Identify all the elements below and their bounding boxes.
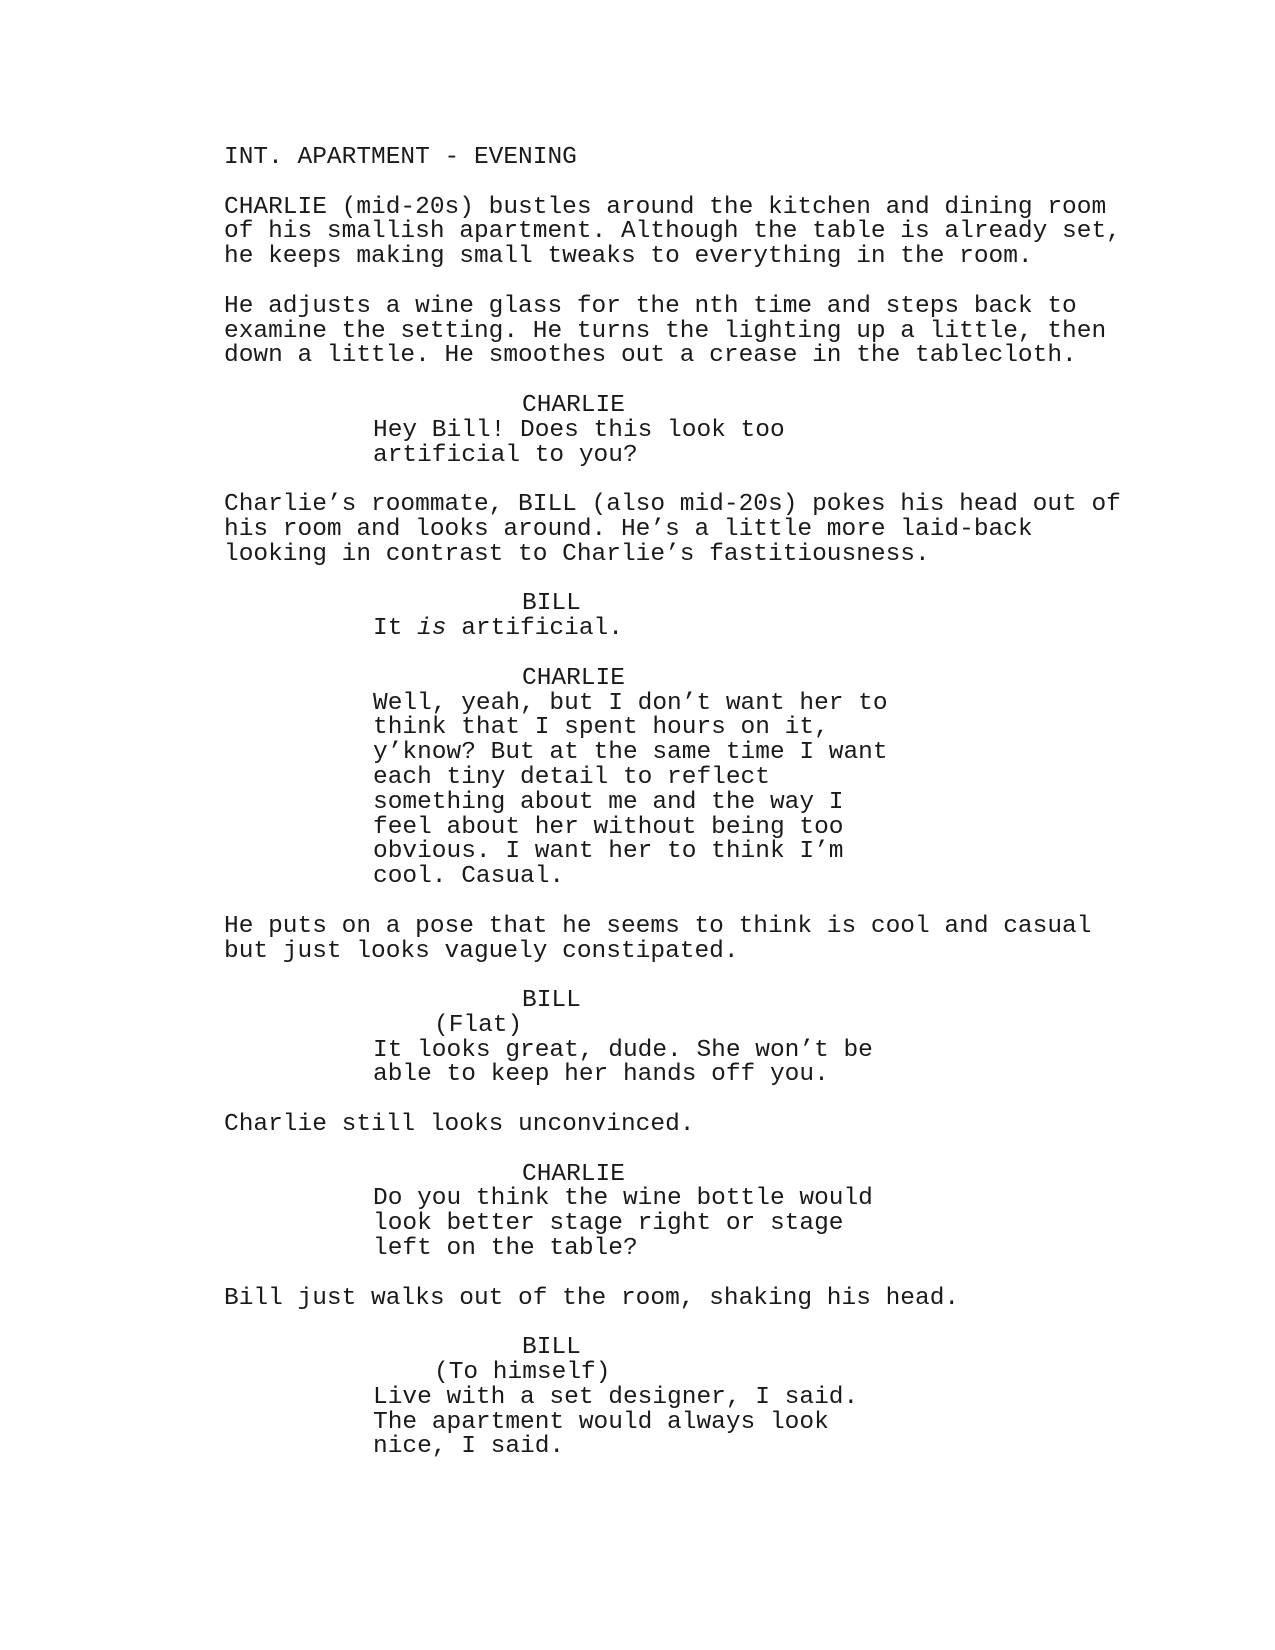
dialogue-line: y’know? But at the same time I want bbox=[373, 739, 888, 767]
dialogue-text: artificial. bbox=[446, 615, 623, 643]
dialogue-line: cool. Casual. bbox=[373, 863, 565, 891]
spacer bbox=[224, 468, 1124, 493]
dialogue-line bbox=[224, 617, 1124, 642]
character-cue: BILL bbox=[522, 590, 581, 618]
dialogue-line: think that I spent hours on it, bbox=[373, 714, 829, 742]
action-line: looking in contrast to Charlie’s fastitiousness. bbox=[224, 540, 930, 568]
scene-heading: INT. APARTMENT - EVENING bbox=[224, 144, 577, 171]
dialogue-line: able to keep her hands off you. bbox=[373, 1061, 829, 1089]
action-line: Charlie’s roommate, BILL (also mid-20s) pokes his head out of bbox=[224, 491, 1121, 519]
spacer bbox=[224, 964, 1124, 989]
action-line: He adjusts a wine glass for the nth time and steps back to bbox=[224, 292, 1077, 320]
spacer bbox=[224, 270, 1124, 295]
dialogue-text: It bbox=[373, 615, 418, 643]
dialogue-line: feel about her without being too bbox=[373, 813, 844, 841]
action-line: CHARLIE (mid-20s) bustles around the kitchen and dining room bbox=[224, 193, 1107, 221]
character-cue: BILL bbox=[522, 987, 581, 1015]
character-cue: CHARLIE bbox=[522, 664, 625, 692]
parenthetical: (Flat) bbox=[434, 1011, 523, 1039]
dialogue-line: Hey Bill! Does this look too bbox=[373, 416, 785, 444]
spacer bbox=[224, 890, 1124, 915]
dialogue-line: something about me and the way I bbox=[373, 788, 844, 816]
dialogue-line: left on the table? bbox=[373, 1235, 638, 1263]
spacer bbox=[224, 1138, 1124, 1163]
action-line: Bill just walks out of the room, shaking his head. bbox=[224, 1284, 960, 1312]
dialogue-line: It looks great, dude. She won’t be bbox=[373, 1036, 873, 1064]
spacer bbox=[224, 171, 1124, 196]
action-line: down a little. He smoothes out a crease in the tablecloth. bbox=[224, 342, 1077, 370]
dialogue-line: nice, I said. bbox=[373, 1433, 565, 1461]
dialogue-line: obvious. I want her to think I’m bbox=[373, 838, 844, 866]
character-cue: CHARLIE bbox=[522, 1160, 625, 1188]
screenplay-body bbox=[224, 146, 1124, 1460]
spacer bbox=[224, 1088, 1124, 1113]
dialogue-line: Well, yeah, but I don’t want her to bbox=[373, 689, 888, 717]
character-cue: BILL bbox=[522, 1334, 581, 1362]
action-line: Charlie still looks unconvinced. bbox=[224, 1111, 695, 1139]
character-cue: CHARLIE bbox=[522, 391, 625, 419]
action-line: examine the setting. He turns the lighting up a little, then bbox=[224, 317, 1107, 345]
dialogue-line: each tiny detail to reflect bbox=[373, 763, 770, 791]
dialogue-line: The apartment would always look bbox=[373, 1408, 829, 1436]
dialogue-line: look better stage right or stage bbox=[373, 1210, 844, 1238]
spacer bbox=[224, 369, 1124, 394]
parenthetical: (To himself) bbox=[434, 1359, 611, 1387]
dialogue-line: Live with a set designer, I said. bbox=[373, 1383, 859, 1411]
action-line: He puts on a pose that he seems to think is cool and casual bbox=[224, 912, 1092, 940]
dialogue-emphasis: is bbox=[417, 615, 447, 643]
action-line: of his smallish apartment. Although the table is already set, bbox=[224, 218, 1121, 246]
action-line: his room and looks around. He’s a little more laid-back bbox=[224, 515, 1033, 543]
spacer bbox=[224, 1262, 1124, 1287]
dialogue-line: artificial to you? bbox=[373, 441, 638, 469]
action-line: but just looks vaguely constipated. bbox=[224, 937, 739, 965]
spacer bbox=[224, 1311, 1124, 1336]
action-line: he keeps making small tweaks to everything in the room. bbox=[224, 243, 1033, 271]
spacer bbox=[224, 568, 1124, 593]
spacer bbox=[224, 642, 1124, 667]
dialogue-line: Do you think the wine bottle would bbox=[373, 1185, 873, 1213]
